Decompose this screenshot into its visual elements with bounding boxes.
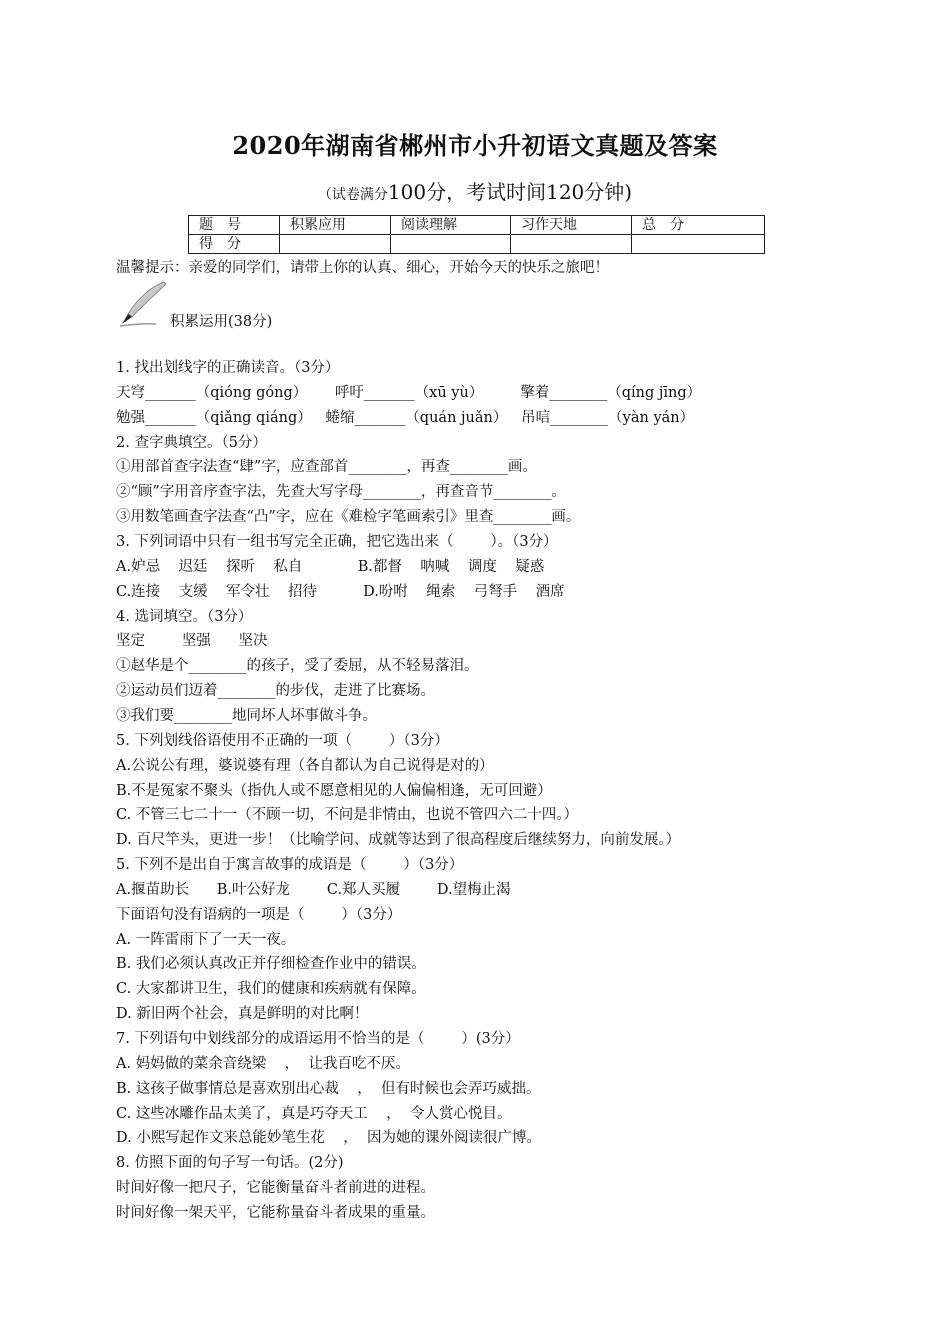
question-line: 1. 找出划线字的正确读音。（3分） — [116, 360, 340, 376]
question-line: ③我们要________地同坏人坏事做斗争。 — [116, 707, 377, 724]
score-cell[interactable] — [632, 235, 765, 254]
question-line: 5. 下列划线俗语使用不正确的一项（ ）（3分） — [116, 732, 449, 749]
question-line: B. 我们必须认真改正并仔细检查作业中的错误。 — [116, 956, 426, 973]
score-table-header-row — [189, 216, 765, 235]
question-line: ②“顾”字用音序查字法，先查大写字母________，再查音节________。 — [116, 484, 566, 501]
subtitle-prefix: （试卷满分 — [317, 187, 388, 203]
question-line: C.连接 支缓 军令壮 招待 D.吩咐 绳索 弓弩手 酒席 — [116, 583, 565, 600]
question-line: 7. 下列语句中划线部分的成语运用不恰当的是（ ）(3分） — [116, 1031, 520, 1047]
question-line: 天穹_______（qióng góng） 呼吁_______（xū yù） 擎着________（qíng jīng） — [116, 384, 702, 401]
score-table-score-row — [189, 235, 765, 254]
page-title: 2020年湖南省郴州市小升初语文真题及答案 — [232, 131, 718, 160]
score-header-cell: 阅读理解 — [391, 216, 511, 235]
score-table — [188, 215, 765, 254]
question-line: 坚定 坚强 坚决 — [116, 633, 268, 650]
question-line: ①赵华是个________的孩子，受了委屈，从不轻易落泪。 — [116, 658, 479, 675]
question-line: ②运动员们迈着________的步伐，走进了比赛场。 — [116, 683, 435, 699]
score-header-cell: 总 分 — [632, 216, 765, 235]
page-subtitle — [0, 176, 950, 205]
question-line: C. 大家都讲卫生，我们的健康和疾病就有保障。 — [116, 981, 426, 998]
warm-tip: 温馨提示：亲爱的同学们，请带上你的认真、细心，开始今天的快乐之旅吧！ — [116, 260, 609, 276]
question-line: D. 小熙写起作文来总能妙笔生花 ， 因为她的课外阅读很广博。 — [116, 1130, 541, 1147]
score-header-cell: 习作天地 — [511, 216, 632, 235]
question-line: 时间好像一把尺子，它能衡量奋斗者前进的进程。 — [116, 1180, 435, 1197]
question-line: 下面语句没有语病的一项是（ ）（3分） — [116, 906, 402, 923]
section-heading: 积累运用(38分) — [170, 314, 273, 330]
question-line: D. 百尺竿头，更进一步！（比喻学问、成就等达到了很高程度后继续努力，向前发展。） — [116, 832, 681, 849]
question-line: 8. 仿照下面的句子写一句话。(2分) — [116, 1155, 344, 1172]
question-line: B. 这孩子做事情总是喜欢别出心裁 ， 但有时候也会弄巧威拙。 — [116, 1080, 541, 1097]
question-line: A.公说公有理，婆说婆有理（各自都认为自己说得是对的） — [116, 757, 494, 774]
subtitle-main: 100分，考试时间120分钟) — [387, 180, 633, 204]
question-line: A. 妈妈做的菜余音绕梁 ， 让我百吃不厌。 — [116, 1055, 410, 1072]
question-line: ③用数笔画查字法查“凸”字，应在《难检字笔画索引》里查________画。 — [116, 509, 581, 526]
quill-pen-icon — [116, 280, 170, 328]
question-line: 4. 选词填空。（3分） — [116, 608, 253, 625]
question-line: 勉强_______（qiǎng qiáng） 蜷缩_______（quán juǎn） 吊唁________（yàn yán） — [116, 409, 695, 426]
question-line: C. 不管三七二十一（不顾一切，不问是非情由，也说不管四六二十四。） — [116, 807, 579, 824]
question-line: A.妒忌 迟廷 探听 私自 B.都督 呐喊 调度 疑惑 — [116, 558, 545, 575]
score-cell[interactable] — [280, 235, 391, 254]
question-line: B.不是冤家不聚头（指仇人或不愿意相见的人偏偏相逢，无可回避） — [116, 782, 552, 799]
question-line: C. 这些冰雕作品太美了，真是巧夺天工 ， 令人赏心悦目。 — [116, 1105, 512, 1122]
question-line: A. 一阵雷雨下了一天一夜。 — [116, 931, 296, 948]
question-line: A.揠苗助长 B.叶公好龙 C.郑人买履 D.望梅止渴 — [116, 881, 511, 898]
question-line: 2. 查字典填空。（5分） — [116, 434, 267, 451]
question-line: 3. 下列词语中只有一组书写完全正确，把它选出来（ ）。（3分） — [116, 534, 558, 550]
question-line: 时间好像一架天平，它能称量奋斗者成果的重量。 — [116, 1204, 435, 1221]
question-line: 5. 下列不是出自于寓言故事的成语是（ ）（3分） — [116, 857, 464, 873]
score-header-cell: 题 号 — [189, 216, 280, 235]
question-line: ①用部首查字法查“肆”字，应查部首________，再查________画。 — [116, 459, 537, 476]
question-line: D. 新旧两个社会，真是鲜明的对比啊！ — [116, 1006, 369, 1023]
score-cell[interactable] — [511, 235, 632, 254]
score-cell[interactable] — [391, 235, 511, 254]
score-row-label: 得 分 — [189, 235, 280, 254]
score-header-cell: 积累应用 — [280, 216, 391, 235]
